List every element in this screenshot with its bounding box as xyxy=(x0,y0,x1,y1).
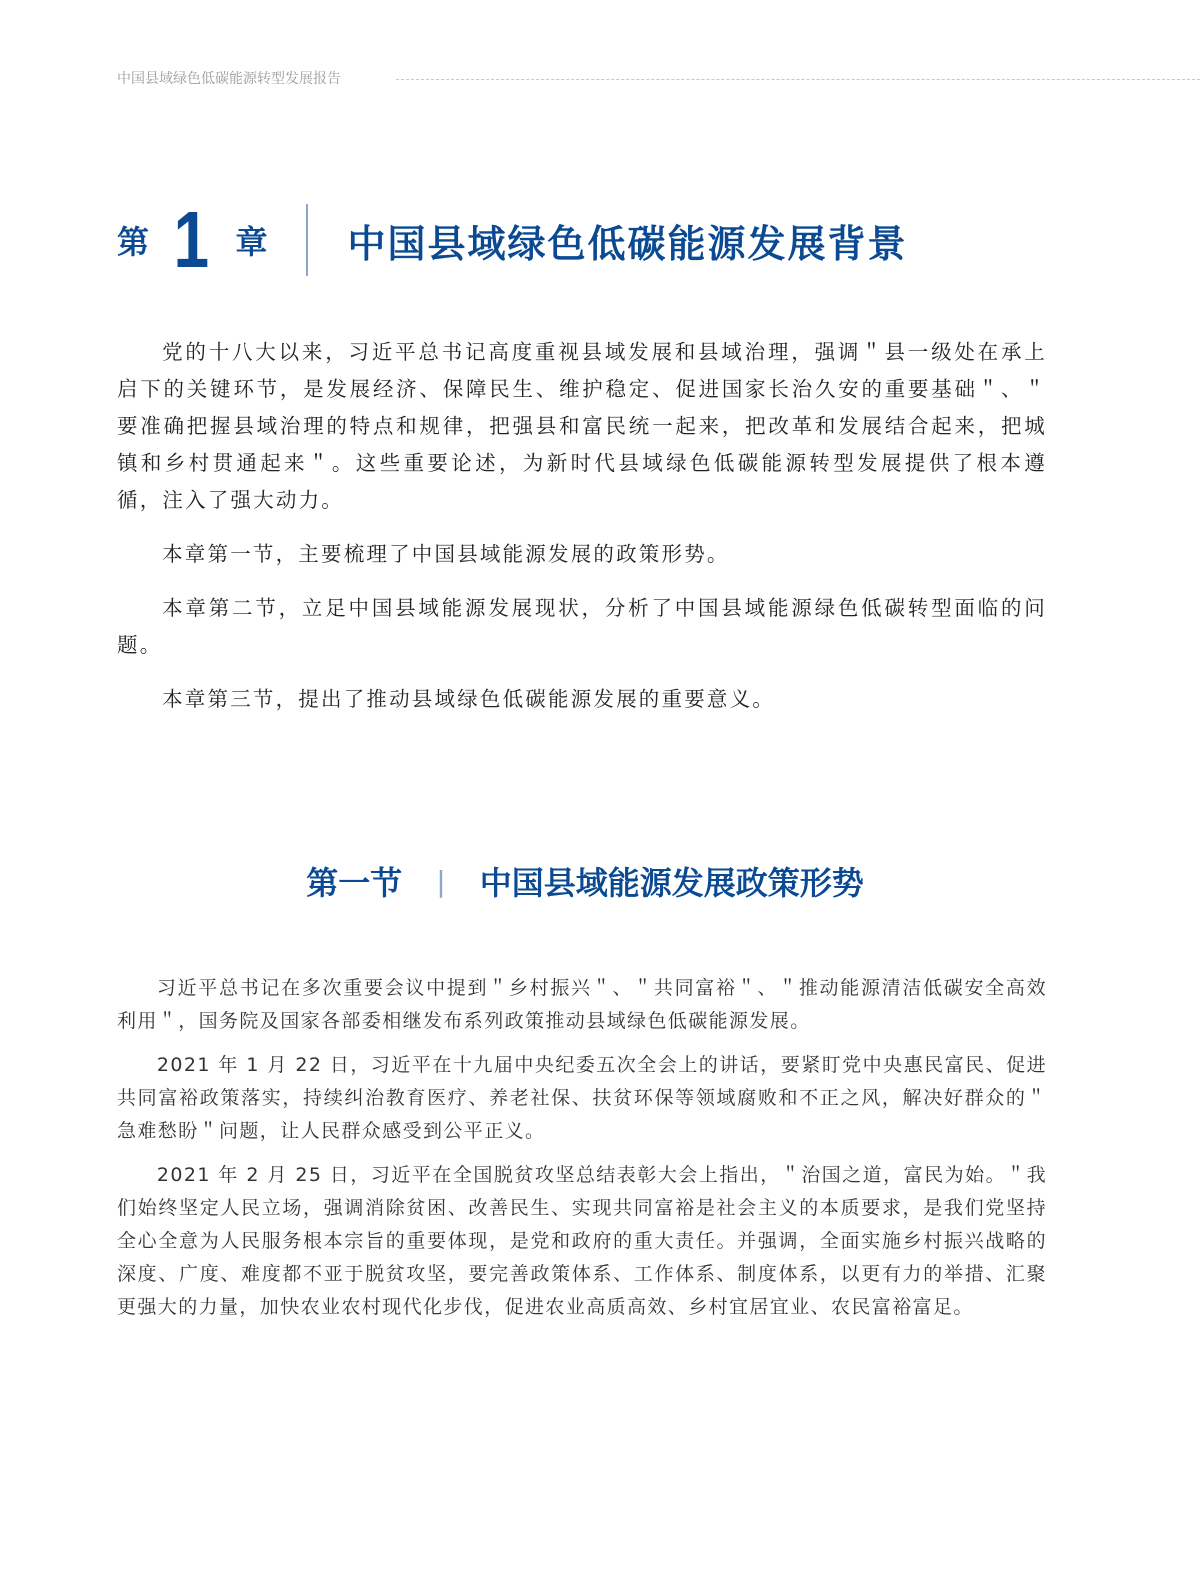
body-paragraph: 习近平总书记在多次重要会议中提到＂乡村振兴＂、＂共同富裕＂、＂推动能源清洁低碳安全高效利用＂，国务院及国家各部委相继发布系列政策推动县域绿色低碳能源发展。 xyxy=(117,977,1047,1032)
intro-paragraph: 本章第一节，主要梳理了中国县域能源发展的政策形势。 xyxy=(162,542,730,566)
chapter-suffix: 章 xyxy=(235,223,268,261)
running-head: 中国县域绿色低碳能源转型发展报告 xyxy=(117,71,341,87)
chapter-intro xyxy=(117,334,1047,718)
section-divider: | xyxy=(436,864,446,898)
header-dashed-rule xyxy=(396,79,1200,80)
section-label: 第一节 xyxy=(306,864,403,902)
chapter-divider xyxy=(306,204,308,276)
section-body xyxy=(117,972,1047,1335)
chapter-prefix: 第 xyxy=(117,223,150,261)
section-heading xyxy=(0,858,1200,904)
body-paragraph: 2021 年 2 月 25 日，习近平在全国脱贫攻坚总结表彰大会上指出，＂治国之道，富民为始。＂我们始终坚定人民立场，强调消除贫困、改善民生、实现共同富裕是社会主义的本质要求，是我们党坚持全心全意为人民服务根本宗旨的重要体现，是党和政府的重大责任。并强调，全面实施乡村振兴战略的深度、广度、难度都不亚于脱贫攻坚，要完善政策体系、工作体系、制度体系，以更有力的举措、汇聚更强大的力量，加快农业农村现代化步伐，促进农业高质高效、乡村宜居宜业、农民富裕富足。 xyxy=(117,1164,1047,1318)
intro-paragraph: 党的十八大以来，习近平总书记高度重视县域发展和县域治理，强调＂县一级处在承上启下的关键环节，是发展经济、保障民生、维护稳定、促进国家长治久安的重要基础＂、＂要准确把握县域治理的特点和规律，把强县和富民统一起来，把改革和发展结合起来，把城镇和乡村贯通起来＂。这些重要论述，为新时代县域绿色低碳能源转型发展提供了根本遵循，注入了强大动力。 xyxy=(117,340,1047,512)
body-paragraph: 2021 年 1 月 22 日，习近平在十九届中央纪委五次全会上的讲话，要紧盯党中央惠民富民、促进共同富裕政策落实，持续纠治教育医疗、养老社保、扶贫环保等领域腐败和不正之风，解决好群众的＂急难愁盼＂问题，让人民群众感受到公平正义。 xyxy=(117,1054,1047,1142)
intro-paragraph: 本章第二节，立足中国县域能源发展现状，分析了中国县域能源绿色低碳转型面临的问题。 xyxy=(117,596,1047,657)
chapter-title: 中国县域绿色低碳能源发展背景 xyxy=(347,221,908,266)
intro-paragraph: 本章第三节，提出了推动县域绿色低碳能源发展的重要意义。 xyxy=(162,687,775,711)
chapter-heading xyxy=(117,195,908,284)
chapter-number: 1 xyxy=(173,195,210,284)
section-title: 中国县域能源发展政策形势 xyxy=(479,864,864,902)
